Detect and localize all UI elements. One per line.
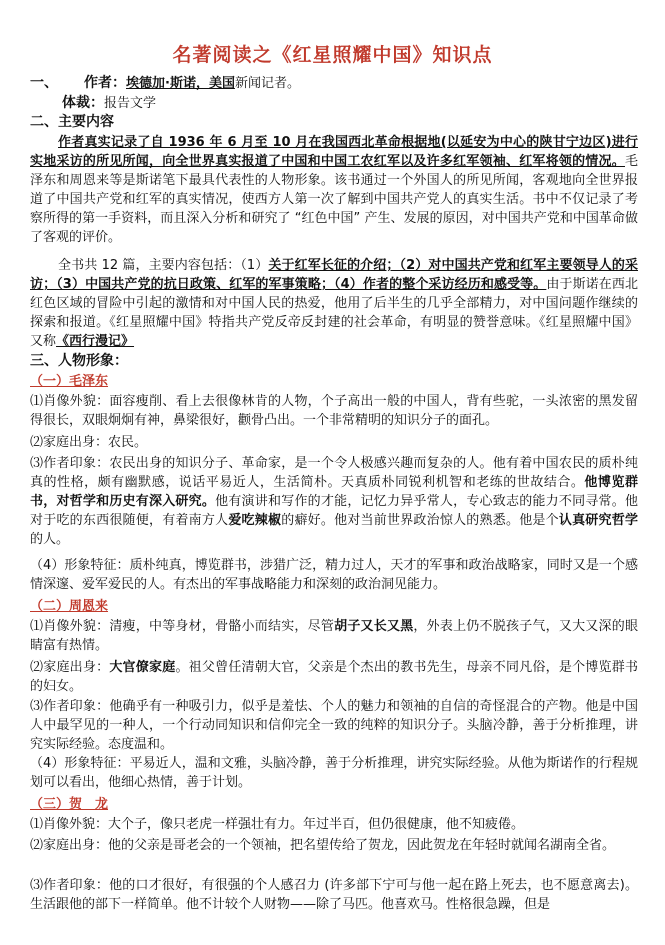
mao-family: ⑵家庭出身：农民。 [30,435,148,450]
zhou-appearance [30,617,638,655]
genre-value: 报告文学 [104,96,157,111]
zhou-impression: ⑶作者印象：他确乎有一种吸引力，似乎是羞怯、个人的魅力和领袖的自信的奇怪混合的产物。他是中国人中最罕见的一种人，一个行动同知识和信仰完全一致的纯粹的知识分子。头脑冷静，善于分析推理，讲究实际经验。态度温和。 [30,699,638,752]
mao-impression-d: 爱吃辣椒 [228,513,282,528]
zhou-family-c: 。祖父曾任清朝大官，父亲是个杰出的教书先生，母亲不同凡俗，是个博览群书的妇女。 [30,660,638,694]
content-list-items: 关于红军长征的介绍；（2）对中国共产党和红军主要领导人的采访；（3）中国共产党的抗日政策、红军的军事策略；（4）作者的整个采访经历和感受等。 [30,258,639,292]
content-paragraph-2 [30,256,638,351]
section-3-heading: 三、人物形象： [30,353,128,369]
alt-title: 《西行漫记》 [56,334,135,349]
content-summary-bold: 作者真实记录了自 1936 年 6 月至 10 月在我国西北革命根据地(以延安为中心的陕甘宁边区)进行实地采访的所见所闻，向全世界真实报道了中国和中国工农红军以及许多红军领袖、红军将领的情况。 [30,135,638,169]
content-summary-rest: 毛泽东和周恩来等是斯诺笔下最具代表性的人物形象。该书通过一个外国人的所见所闻，客观地向全世界报道了中国共产党和红军的真实情况，使西方人第一次了解到中国共产党人的真实生活。书中不仅记录了考察所得的第一手资料，而且深入分析和研究了 “红色中国” 产生、发展的原因，对中国共产党和中国革命做了客观的评价。 [30,154,638,245]
he-family: ⑵家庭出身：他的父亲是哥老会的一个领袖，把名望传给了贺龙，因此贺龙在年轻时就闻名湖南全省。 [30,838,616,853]
he-impression: ⑶作者印象：他的口才很好，有很强的个人感召力 (许多部下宁可与他一起在路上死去，也不愿意离去)。生活跟他的部下一样简单。他不计较个人财物——除了马匹。他喜欢马。性格很急躁，但是 [30,878,638,912]
he-appearance: ⑴肖像外貌：大个子，像只老虎一样强壮有力。年过半百，但仍很健康，他不知疲倦。 [30,817,525,832]
mao-impression-f: 认真研究哲学 [558,513,638,528]
zhou-family-b: 大官僚家庭 [109,660,176,675]
he-heading: （三）贺 龙 [30,797,109,812]
content-paragraph-1 [30,133,638,247]
mao-impression-g: 的人。 [30,532,70,547]
mao-traits: （4）形象特征：质朴纯真，博览群书，涉猎广泛，精力过人，天才的军事和政治战略家，同时又是一个感情深邃、爱军爱民的人。有杰出的军事战略能力和深刻的政治洞见能力。 [30,558,638,592]
mao-impression-a: ⑶作者印象：农民出身的知识分子、革命家，是一个令人极感兴趣而复杂的人。他有着中国农民的质朴纯真的性格，颇有幽默感，说话平易近人，生活简朴。天真质朴同锐利机智和老练的世故结合。 [30,456,638,490]
mao-appearance: ⑴肖像外貌：面容瘦削、看上去很像林肯的人物，个子高出一般的中国人，背有些驼，一头浓密的黑发留得很长，双眼炯炯有神，鼻梁很好，颧骨凸出。一个非常精明的知识分子的面孔。 [30,394,638,428]
zhou-family-a: ⑵家庭出身： [30,660,110,675]
mao-impression-e: 的癖好。他对当前世界政治惊人的熟悉。他是个 [281,513,559,528]
mao-impression-b: 他博览群书，对哲学和历史有深入研究。 [30,475,638,509]
content-list-intro: 全书共 12 篇，主要内容包括：（1） [58,258,269,273]
section-1-number: 一、 [30,75,58,91]
genre-label: 体裁： [62,95,104,111]
author-label: 作者： [84,75,126,91]
zhou-family [30,658,638,696]
mao-impression-c: 他有演讲和写作的才能，记忆力异乎常人，专心致志的能力不同寻常。他对于吃的东西很随便，有着南方人 [30,494,638,528]
author-role: 新闻记者。 [234,76,300,91]
genre-line [62,94,665,113]
zhou-appearance-a: ⑴肖像外貌：清瘦，中等身材，骨骼小而结实，尽管 [30,619,335,634]
zhou-traits: （4）形象特征：平易近人，温和文雅，头脑冷静，善于分析推理，讲究实际经验。从他为斯诺作的行程规划可以看出，他细心热情，善于计划。 [30,756,638,790]
section-2-heading: 二、主要内容 [30,114,114,130]
content-list-rest: 由于斯诺在西北红色区域的冒险中引起的激情和对中国人民的热爱，他用了后半生的几乎全部精力，对中国问题作继续的探索和报道。《红星照耀中国》特指共产党反帝反封建的社会革命，有明显的赞誉意味。《红星照耀中国》又称 [30,277,638,349]
mao-impression [30,454,638,549]
author-name: 埃德加·斯诺，美国 [126,76,235,91]
mao-heading: （一）毛泽东 [30,374,109,389]
zhou-heading: （二）周恩来 [30,599,109,614]
zhou-appearance-b: 胡子又长又黑 [334,619,414,634]
zhou-appearance-c: ，外表上仍不脱孩子气，又大又深的眼睛富有热情。 [30,619,638,653]
page-title: 名著阅读之《红星照耀中国》知识点 [172,44,493,66]
author-line [30,74,640,93]
